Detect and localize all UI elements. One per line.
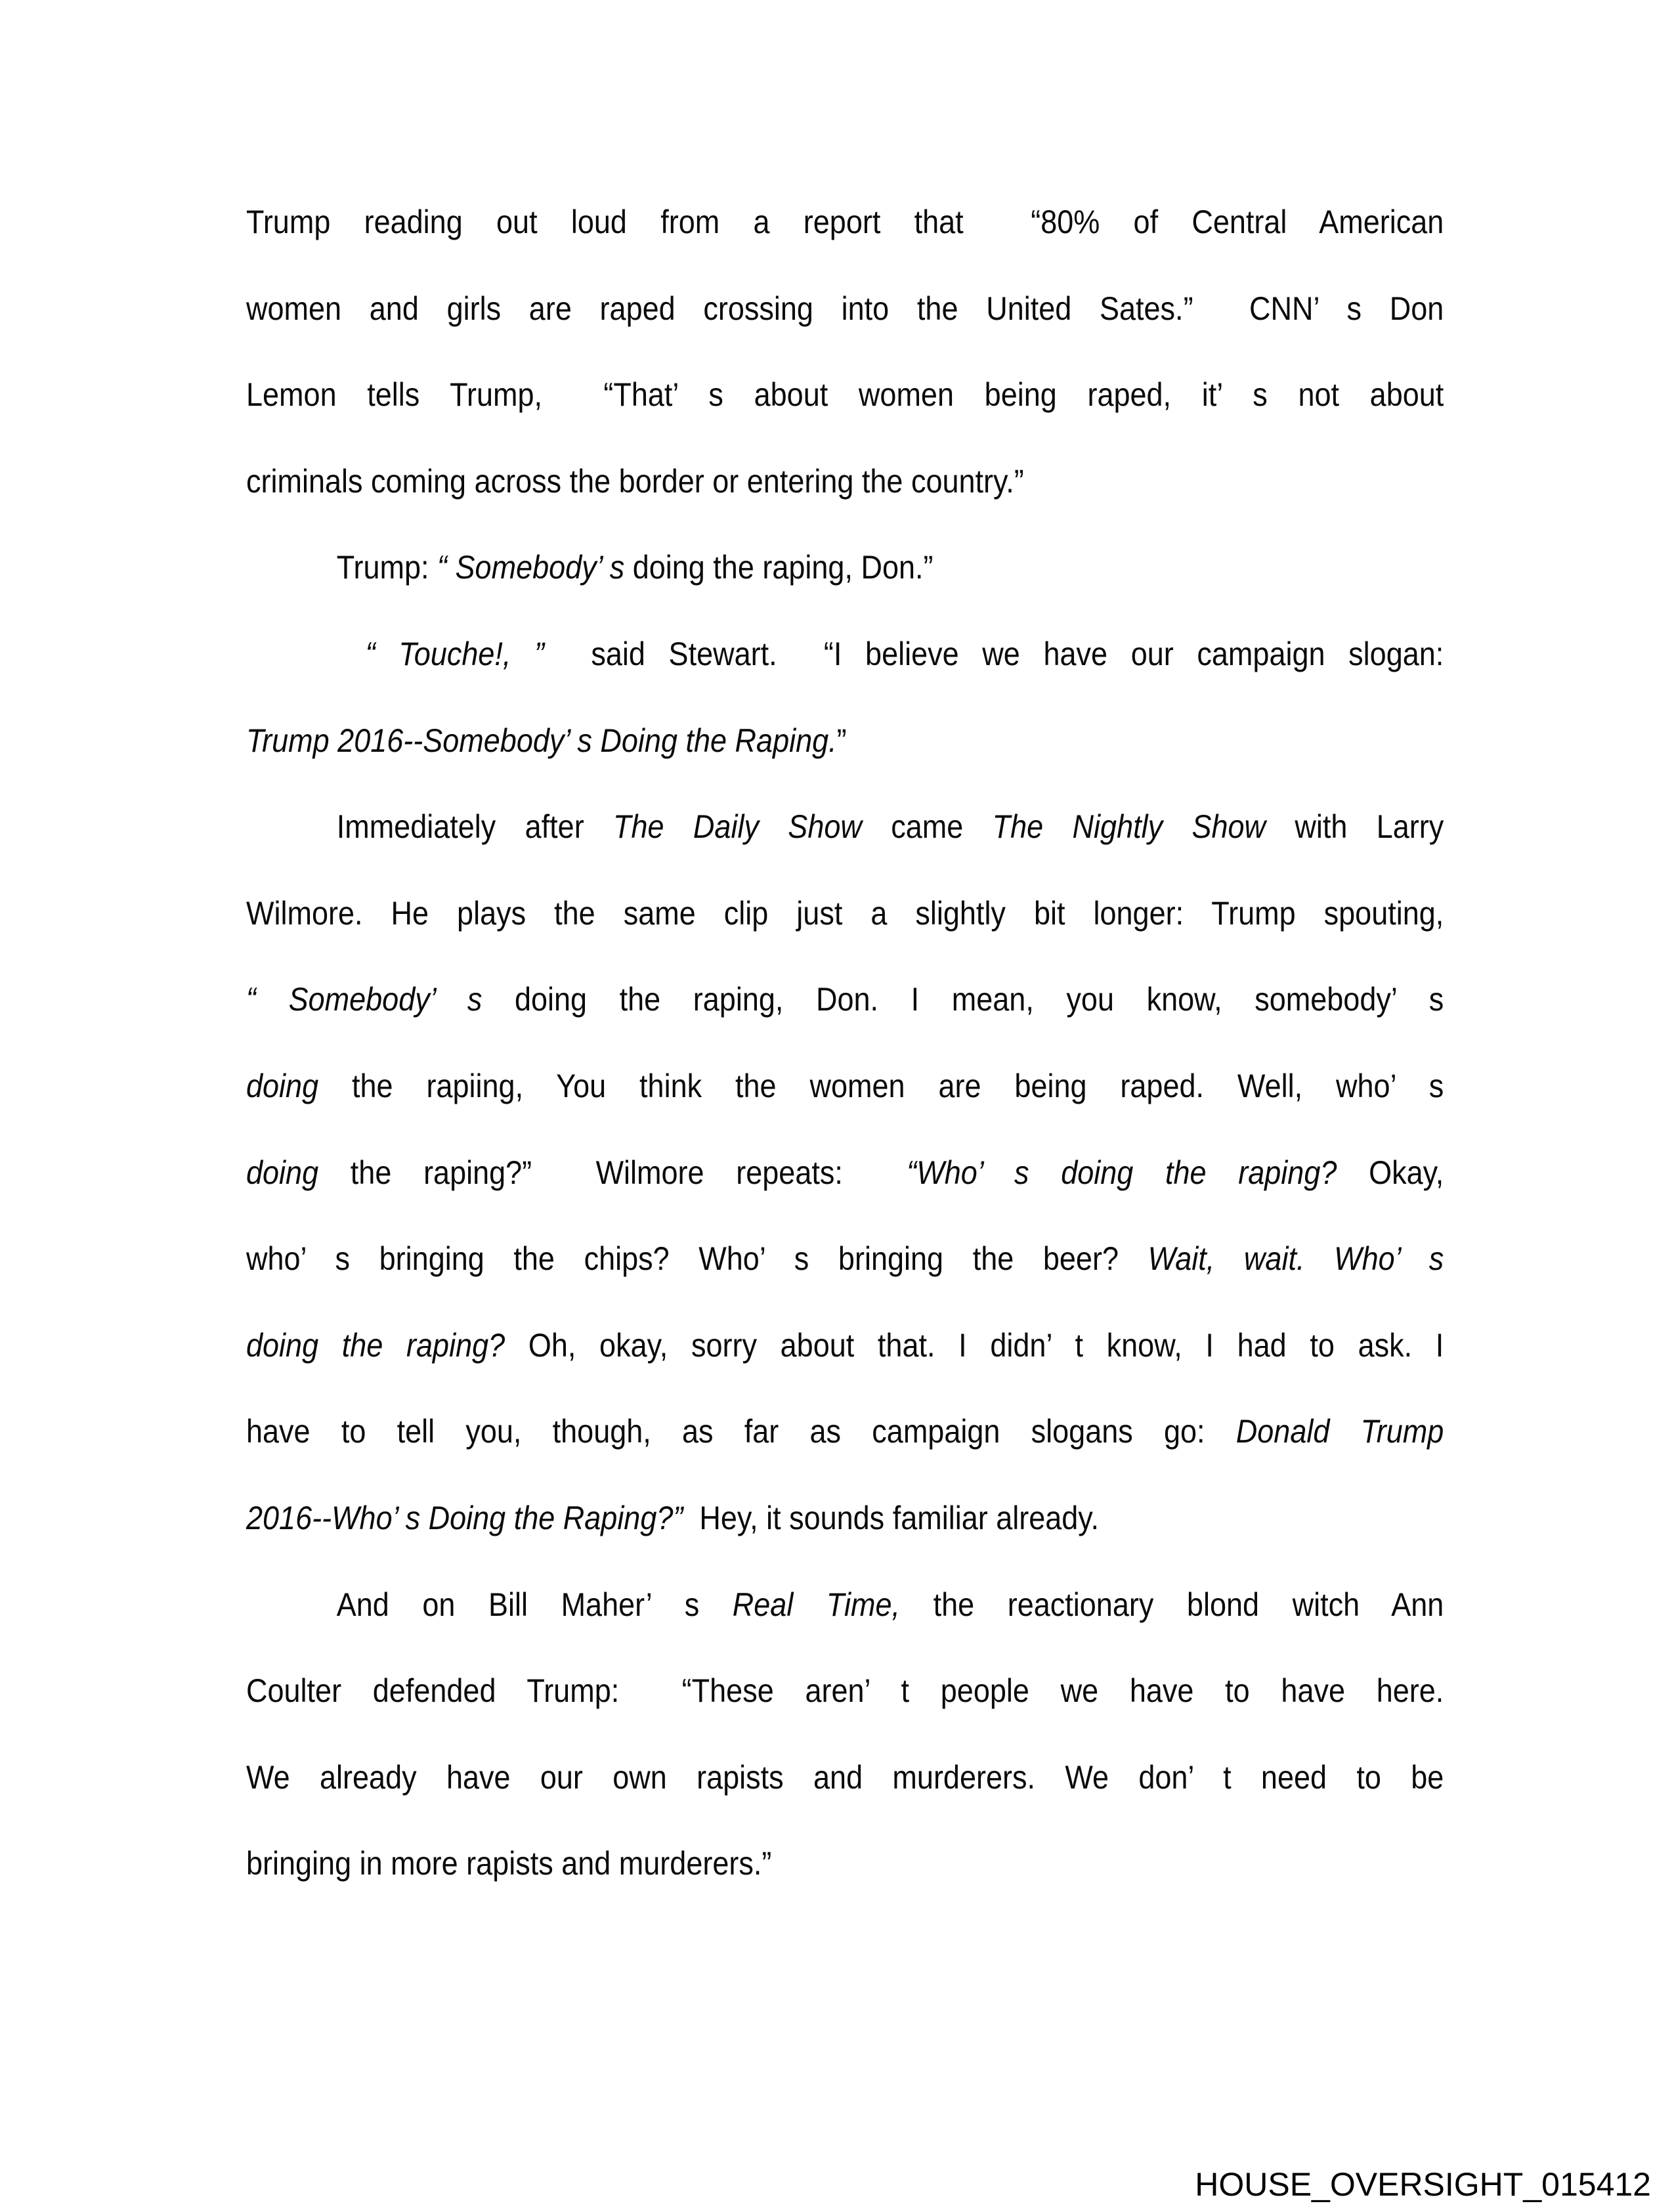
text-line xyxy=(246,1216,1444,1303)
text-segment: doing xyxy=(246,1154,351,1191)
text-line xyxy=(246,266,1444,353)
text-segment: doing the raping, Don. I mean, you know, somebody’ s xyxy=(514,981,1444,1018)
bates-number: HOUSE_OVERSIGHT_015412 xyxy=(1195,2166,1651,2203)
text-segment: women and girls are raped crossing into the United Sates.” CNN’ s Don xyxy=(246,290,1444,327)
text-line xyxy=(246,784,1444,871)
text-segment: bringing in more rapists and murderers.” xyxy=(246,1845,772,1882)
text-segment: Coulter defended Trump: “These aren’ t people we have to have here. xyxy=(246,1672,1444,1710)
text-segment: We already have our own rapists and murderers. We don’ t need to be xyxy=(246,1758,1444,1796)
text-segment: the raping?” Wilmore repeats: xyxy=(350,1154,907,1191)
text-segment: doing the raping? xyxy=(246,1326,528,1364)
text-line xyxy=(246,1475,1444,1562)
text-segment: the reactionary blond witch Ann xyxy=(933,1586,1444,1623)
text-segment: 2016--Who’ s Doing the Raping?” xyxy=(246,1499,683,1536)
text-segment: Wait, wait. Who’ s xyxy=(1148,1240,1444,1278)
text-segment: Wilmore. He plays the same clip just a slightly bit longer: Trump spouting, xyxy=(246,894,1444,932)
text-line xyxy=(246,871,1444,957)
text-line xyxy=(246,1389,1444,1475)
text-segment: who’ s bringing the chips? Who’ s bringing the beer? xyxy=(246,1240,1148,1278)
text-segment: The Nightly Show xyxy=(992,808,1295,846)
text-line xyxy=(246,352,1444,439)
text-segment: Donald Trump xyxy=(1235,1413,1444,1450)
text-segment: criminals coming across the border or entering the country.” xyxy=(246,462,1024,500)
text-segment: the rapiing, You think the women are being raped. Well, who’ s xyxy=(352,1067,1444,1104)
text-segment: have to tell you, though, as far as campaign slogans go: xyxy=(246,1413,1236,1450)
text-segment: “ Touche!, ” xyxy=(365,635,545,672)
text-line xyxy=(246,1043,1444,1130)
text-segment: doing the raping, Don.” xyxy=(632,549,934,586)
document-text xyxy=(246,179,1444,1907)
text-line xyxy=(246,525,1444,611)
text-segment: said Stewart. “I believe we have our campaign slogan: xyxy=(544,635,1444,672)
text-segment: “ Somebody’ s xyxy=(246,981,515,1018)
text-line xyxy=(246,1648,1444,1735)
text-segment: Immediately after xyxy=(336,808,614,846)
text-line xyxy=(246,1130,1444,1217)
text-line xyxy=(246,698,1444,785)
text-segment: Real Time, xyxy=(732,1586,934,1623)
text-line xyxy=(246,1562,1444,1649)
text-segment: And on Bill Maher’ s xyxy=(336,1586,733,1623)
text-segment: Hey, it sounds familiar already. xyxy=(683,1499,1099,1536)
text-segment: came xyxy=(891,808,993,846)
text-line xyxy=(246,439,1444,525)
text-line xyxy=(246,1303,1444,1389)
text-segment: Trump: xyxy=(336,549,438,586)
text-segment: “ Somebody’ s xyxy=(437,549,633,586)
text-segment: Trump reading out loud from a report that “80% of Central American xyxy=(246,204,1444,240)
text-line xyxy=(246,611,1444,698)
text-segment: ” xyxy=(836,722,847,759)
text-segment: Trump 2016--Somebody’ s Doing the Raping. xyxy=(246,722,837,759)
text-segment: doing xyxy=(246,1067,353,1104)
text-segment: The Daily Show xyxy=(613,808,891,846)
text-line xyxy=(246,1821,1444,1907)
text-line xyxy=(246,1735,1444,1821)
text-segment: Lemon tells Trump, “That’ s about women being raped, it’ s not about xyxy=(246,376,1444,414)
text-segment: Okay, xyxy=(1369,1154,1444,1191)
text-line xyxy=(246,179,1444,266)
text-line xyxy=(246,957,1444,1043)
text-segment: with Larry xyxy=(1295,808,1444,846)
text-segment: “Who’ s doing the raping? xyxy=(907,1154,1369,1191)
text-segment: Oh, okay, sorry about that. I didn’ t know, I had to ask. I xyxy=(528,1326,1444,1364)
